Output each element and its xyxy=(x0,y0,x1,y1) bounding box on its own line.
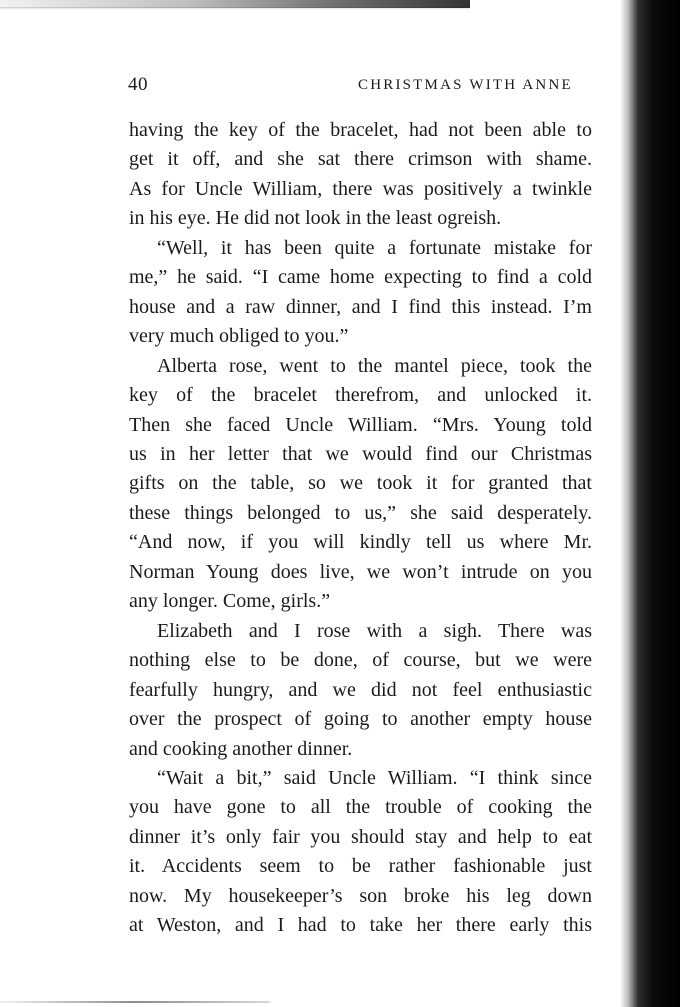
text-line: it. Accidents seem to be rather fashionable just xyxy=(129,855,592,878)
running-head-title: CHRISTMAS WITH ANNE xyxy=(358,77,573,93)
text-line: “Well, it has been quite a fortunate mistake for xyxy=(157,236,592,259)
book-spine-shadow xyxy=(620,0,680,1007)
text-line: Norman Young does live, we won’t intrude on you xyxy=(129,560,592,583)
page-number: 40 xyxy=(128,74,148,95)
text-line: As for Uncle William, there was positively a twinkle xyxy=(129,177,592,200)
text-line: now. My housekeeper’s son broke his leg down xyxy=(129,884,592,907)
text-line: and cooking another dinner. xyxy=(129,737,353,760)
text-line: dinner it’s only fair you should stay and help to eat xyxy=(129,825,592,848)
page-top-edge-fade xyxy=(0,7,470,10)
text-line: in his eye. He did not look in the least ogreish. xyxy=(129,207,502,230)
text-line: any longer. Come, girls.” xyxy=(129,590,331,613)
text-line: Then she faced Uncle William. “Mrs. Young told xyxy=(129,413,592,436)
text-line: very much obliged to you.” xyxy=(129,325,349,348)
text-line: Alberta rose, went to the mantel piece, took the xyxy=(157,354,592,377)
text-line: at Weston, and I had to take her there early this xyxy=(129,914,592,937)
text-line: gifts on the table, so we took it for granted that xyxy=(129,472,592,495)
text-line: get it off, and she sat there crimson with shame. xyxy=(129,148,592,171)
text-line: Elizabeth and I rose with a sigh. There was xyxy=(157,619,592,642)
text-line: us in her letter that we would find our Christmas xyxy=(129,442,592,465)
text-line: “And now, if you will kindly tell us where Mr. xyxy=(129,531,592,554)
text-line: these things belonged to us,” she said desperately. xyxy=(129,501,592,524)
text-line: over the prospect of going to another empty house xyxy=(129,708,592,731)
text-line: key of the bracelet therefrom, and unlocked it. xyxy=(129,384,592,407)
text-line: nothing else to be done, of course, but we were xyxy=(129,649,592,672)
text-line: me,” he said. “I came home expecting to find a cold xyxy=(129,266,592,289)
body-text xyxy=(129,116,592,941)
text-line: you have gone to all the trouble of cooking the xyxy=(129,796,592,819)
text-line: “Wait a bit,” said Uncle William. “I think since xyxy=(157,766,592,789)
text-line: having the key of the bracelet, had not been able to xyxy=(129,119,592,141)
text-line: house and a raw dinner, and I find this instead. I’m xyxy=(129,295,592,318)
page-bottom-edge-shadow xyxy=(0,1001,270,1003)
text-line: fearfully hungry, and we did not feel enthusiastic xyxy=(129,678,592,701)
